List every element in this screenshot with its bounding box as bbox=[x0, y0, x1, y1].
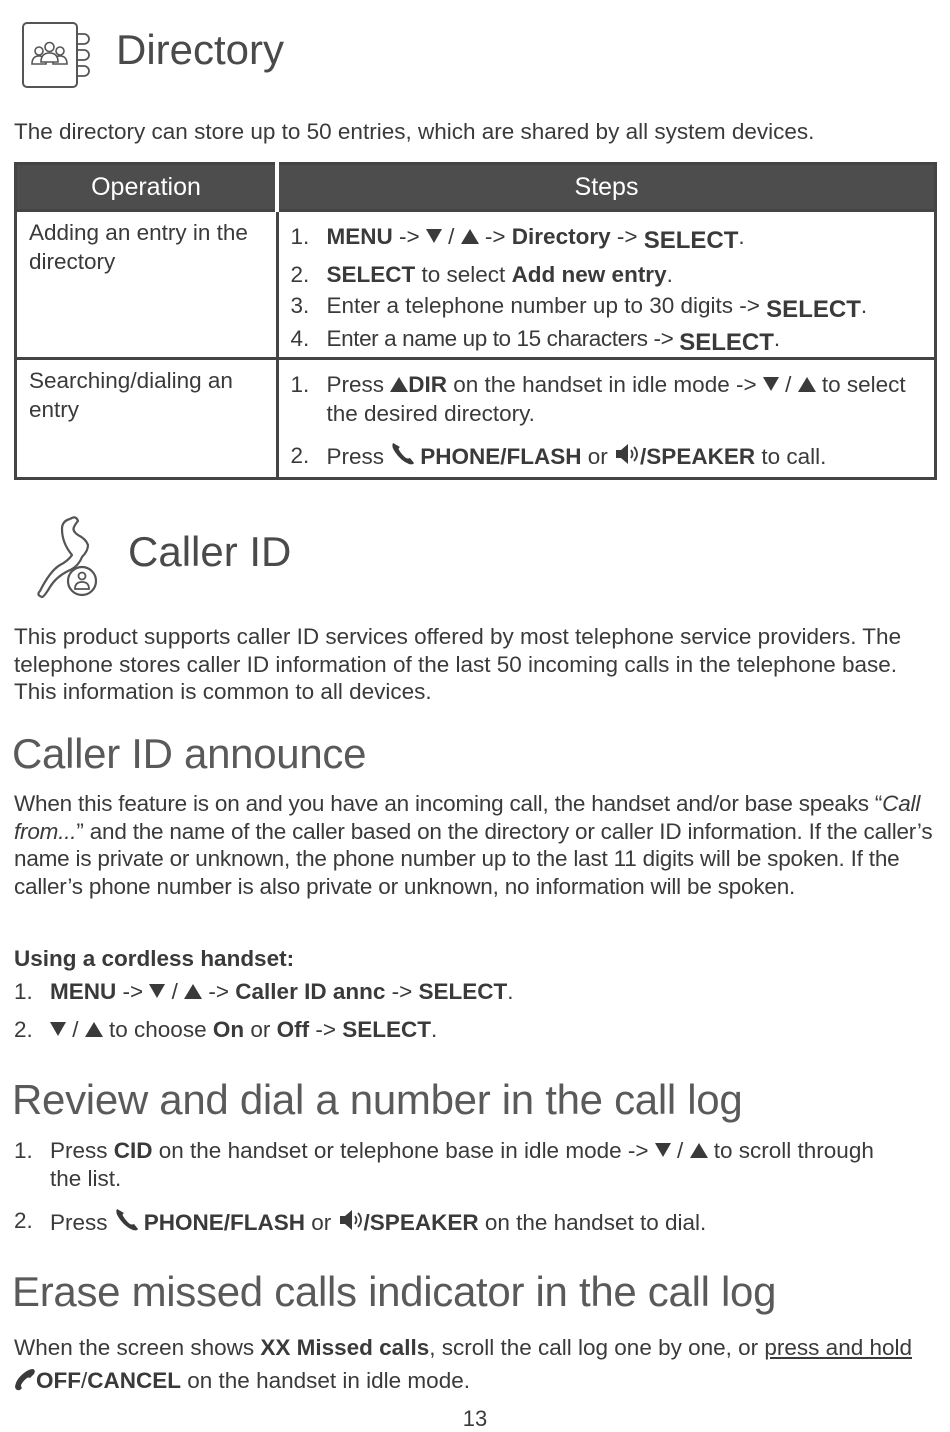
down-arrow-icon bbox=[655, 1143, 671, 1157]
erase-paragraph: When the screen shows XX Missed calls, scroll the call log one by one, or press and hold OFF/CANCEL on the handset in idle mode. bbox=[14, 1335, 913, 1393]
review-steps bbox=[14, 1137, 894, 1237]
list-item: 3. Enter a telephone number up to 30 digits -> SELECT. bbox=[290, 293, 868, 323]
down-arrow-icon bbox=[149, 984, 165, 998]
list-item: 2. SELECT to select Add new entry. bbox=[290, 262, 673, 287]
erase-title: Erase missed calls indicator in the call log bbox=[12, 1268, 777, 1315]
up-arrow-icon bbox=[690, 1143, 708, 1158]
table-header-row bbox=[16, 164, 936, 211]
speaker-icon bbox=[338, 1207, 364, 1233]
announce-title: Caller ID announce bbox=[12, 730, 367, 777]
steps-cell bbox=[277, 211, 936, 359]
up-arrow-icon bbox=[184, 984, 202, 999]
list-item: 1. MENU -> / -> Caller ID annc -> SELECT. bbox=[14, 979, 514, 1004]
caller-id-phone-icon bbox=[30, 515, 102, 601]
contacts-book-icon bbox=[22, 22, 78, 88]
directory-title: Directory bbox=[116, 26, 285, 73]
list-item: 2. Press PHONE/FLASH or /SPEAKER on the handset to dial. bbox=[14, 1208, 707, 1235]
up-arrow-icon bbox=[461, 229, 479, 244]
up-arrow-icon bbox=[85, 1022, 103, 1037]
list-item: 4. Enter a name up to 15 characters -> SELECT. bbox=[290, 326, 781, 356]
phone-handset-icon bbox=[114, 1207, 144, 1233]
down-arrow-icon bbox=[426, 229, 442, 243]
list-item: 2. Press PHONE/FLASH or /SPEAKER to call. bbox=[290, 443, 827, 469]
binder-rings-icon bbox=[76, 30, 92, 82]
directory-operations-table bbox=[14, 162, 937, 480]
down-arrow-icon bbox=[763, 377, 779, 391]
caller-id-title: Caller ID bbox=[128, 528, 292, 575]
announce-subhead: Using a cordless handset: bbox=[14, 946, 295, 971]
directory-intro: The directory can store up to 50 entries, which are shared by all system devices. bbox=[14, 119, 815, 144]
header-steps: Steps bbox=[277, 164, 936, 211]
page-number: 13 bbox=[462, 1406, 488, 1431]
phone-handset-icon bbox=[390, 441, 420, 467]
operation-cell: Adding an entry in the directory bbox=[16, 211, 278, 359]
up-arrow-icon bbox=[390, 377, 408, 392]
list-item: 1. MENU -> / -> Directory -> SELECT. bbox=[290, 224, 745, 254]
header-operation: Operation bbox=[16, 164, 278, 211]
announce-paragraph: When this feature is on and you have an incoming call, the handset and/or base speaks “Call from...” and the name of the caller based on the directory or caller ID information. If the caller’s name is private or unknown, the phone number up to the last 11 digits will be spoken. If the caller’s phone number is also private or unknown, no information will be spoken. bbox=[14, 791, 933, 899]
down-arrow-icon bbox=[50, 1022, 66, 1036]
table-row bbox=[16, 211, 936, 359]
off-cancel-handset-icon bbox=[14, 1367, 36, 1391]
directory-icon bbox=[22, 22, 78, 88]
review-title: Review and dial a number in the call log bbox=[12, 1076, 743, 1123]
table-row bbox=[16, 359, 936, 479]
list-item: 1. Press DIR on the handset in idle mode -> / to select the desired directory. bbox=[290, 372, 906, 426]
speaker-icon bbox=[614, 441, 640, 467]
steps-cell bbox=[277, 359, 936, 479]
caller-id-intro: This product supports caller ID services offered by most telephone service providers. The telephone stores caller ID information of the last 50 incoming calls in the telephone base. This information is common to all devices. bbox=[14, 624, 902, 704]
operation-cell: Searching/dialing an entry bbox=[16, 359, 278, 479]
announce-steps bbox=[14, 978, 934, 1044]
list-item: 1. Press CID on the handset or telephone base in idle mode -> / to scroll through the list. bbox=[14, 1138, 874, 1191]
list-item: 2. / to choose On or Off -> SELECT. bbox=[14, 1017, 438, 1042]
up-arrow-icon bbox=[798, 377, 816, 392]
